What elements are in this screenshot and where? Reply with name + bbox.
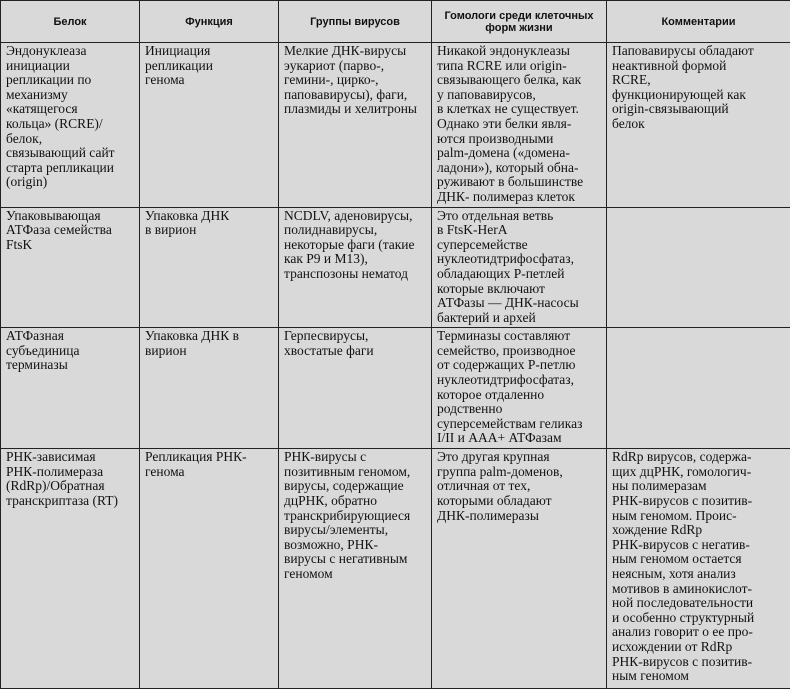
cell-comments [607,328,790,449]
cell-homologs: Никакой эндонуклеазы типа RCRE или origin- связывающего белка, как у паповавирусов, в клетках не существует. Однако эти белки явля- ются производными palm-домена («домена- ладони»), который обна- руживают в большинстве ДНК- полимераз клеток [432,43,607,208]
cell-virus-groups: NCDLV, аденовирусы, полиднавирусы, некоторые фаги (такие как P9 и M13), транспозоны нематод [279,207,432,328]
header-comments: Комментарии [607,1,790,43]
cell-homologs: Это отдельная ветвь в FtsK-HerA суперсемействе нуклеотидтрифосфатаз, обладающих P-петлей которые включают АТФазы — ДНК-насосы бактерий и архей [432,207,607,328]
table-row [1,207,790,328]
header-virus-groups: Группы вирусов [279,1,432,43]
cell-function: Репликация РНК- генома [140,449,279,689]
cell-protein: Упаковывающая АТФаза семейства FtsK [1,207,140,328]
cell-homologs: Это другая крупная группа palm-доменов, отличная от тех, которыми обладают ДНК-полимеразы [432,449,607,689]
cell-function: Упаковка ДНК в вирион [140,328,279,449]
header-homologs: Гомологи среди клеточных форм жизни [432,1,607,43]
cell-function: Инициация репликации генома [140,43,279,208]
cell-comments: Паповавирусы обладают неактивной формой RCRE, функционирующей как origin-связывающий белок [607,43,790,208]
cell-protein: Эндонуклеаза инициации репликации по механизму «катящегося кольца» (RCRE)/ белок, связывающий сайт старта репликации (origin) [1,43,140,208]
cell-homologs: Терминазы составляют семейство, производное от содержащих P-петлю нуклеотидтрифосфатаз, которое отдаленно родственно суперсемействам геликаз I/II и AAA+ АТФазам [432,328,607,449]
cell-comments [607,207,790,328]
cell-protein: РНК-зависимая РНК-полимераза (RdRp)/Обратная транскриптаза (RT) [1,449,140,689]
cell-virus-groups: Мелкие ДНК-вирусы эукариот (парво-, гемини-, цирко-, паповавирусы), фаги, плазмиды и хелитроны [279,43,432,208]
cell-virus-groups: Герпесвирусы, хвостатые фаги [279,328,432,449]
header-row [1,1,790,43]
cell-protein: АТФазная субъединица терминазы [1,328,140,449]
header-function: Функция [140,1,279,43]
table-row [1,43,790,208]
cell-virus-groups: РНК-вирусы с позитивным геномом, вирусы, содержащие дцРНК, обратно транскрибирующиеся вирусы/элементы, возможно, РНК- вирусы с негативным геномом [279,449,432,689]
header-protein: Белок [1,1,140,43]
cell-comments: RdRp вирусов, содержа- щих дцРНК, гомологич- ны полимеразам РНК-вирусов с позитив- ным геномом. Проис- хождение RdRp РНК-вирусов с негатив- ным геномом остается неясным, хотя анализ мотивов в аминокислот- ной последовательности и особенно структурный анализ говорит о ее про- исхождении от RdRp РНК-вирусов с позитив- ным геномом [607,449,790,689]
table-row [1,328,790,449]
table-row [1,449,790,689]
cell-function: Упаковка ДНК в вирион [140,207,279,328]
